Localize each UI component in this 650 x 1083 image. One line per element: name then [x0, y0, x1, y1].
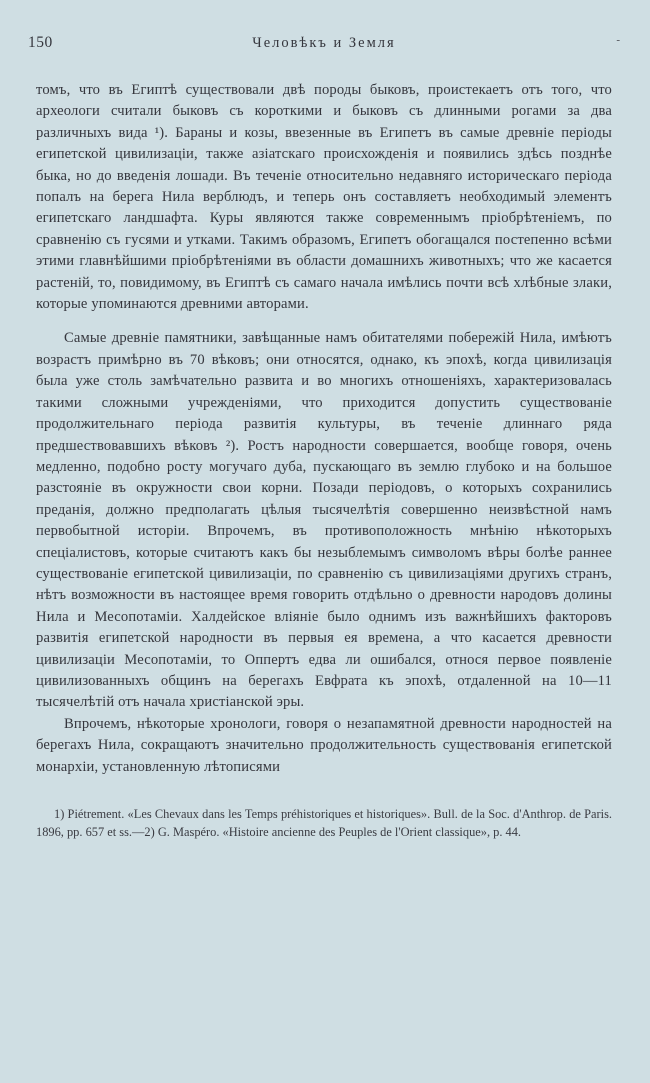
running-title: Человѣкъ и Земля	[252, 35, 396, 51]
page-number: 150	[28, 34, 53, 51]
paragraph: Впрочемъ, нѣкоторые хронологи, говоря о незапамятной древности народностей на берегахъ Нила, сокращаютъ значительно продолжительность существованія египетской монархіи, установленную лѣтописями	[36, 715, 612, 775]
page-header	[28, 34, 620, 56]
footnote-block	[36, 806, 612, 841]
footnote-text: 1) Piétrement. «Les Chevaux dans les Temps préhistoriques et historiques». Bull. de la Soc. d'Anthrop. de Paris. 1896, pp. 657 et ss.—2) G. Maspéro. «Histoire ancienne des Peuples de l'Orient classique», p. 44.	[36, 807, 612, 839]
header-dash-ornament: -	[616, 34, 620, 46]
paragraph: Самые древніе памятники, завѣщанные намъ обитателями побережій Нила, имѣютъ возрастъ примѣрно въ 70 вѣковъ; они относятся, однако, къ эпохѣ, когда цивилизація была уже столь замѣчательно развита и во многихъ отношеніяхъ, характеризовалась такими сложными учрежденіями, что приходится допустить существованіе продолжительнаго періода развитія культуры, въ теченіе длиннаго ряда предшествовавшихъ вѣковъ ²). Ростъ народности совершается, вообще говоря, очень медленно, подобно росту могучаго дуба, пускающаго въ землю глубоко и на большое разстояніе въ окружности свои корни. Позади періодовъ, о которыхъ сохранились преданія, должно предполагать цѣлыя тысячелѣтія совершенно неизвѣстной намъ первобытной исторіи. Впрочемъ, въ противоположность мнѣнію нѣкоторыхъ спеціалистовъ, которые считаютъ какъ бы незыблемымъ символомъ вѣры болѣе раннее существованіе египетской цивилизаціи, по сравненію съ цивилизаціями другихъ странъ, нѣтъ возможности въ настоящее время говорить отдѣльно о древности народовъ долины Нила и Месопотаміи. Халдейское вліяніе было однимъ изъ важнѣйшихъ факторовъ развитія египетской народности въ первыя ея времена, а что касается древности цивилизаціи Месопотаміи, то Оппертъ едва ли ошибался, относя первое появленіе цивилизованныхъ общинъ на берегахъ Евфрата къ эпохѣ, отдаленной на 10—11 тысячелѣтій отъ начала христіанской эры.	[36, 330, 612, 711]
paragraph-continuation: томъ, что въ Египтѣ существовали двѣ породы быковъ, проистекаетъ отъ того, что археологи считали быковъ съ короткими и быковъ съ длинными рогами за два различныхъ вида ¹). Бараны и козы, ввезенные въ Египетъ въ самые древніе періоды египетской цивилизаціи, также азіатскаго происхожденія и появились здѣсь позднѣе быка, но до введенія лошади. Въ теченіе относительно недавняго историческаго періода попалъ на берега Нила верблюдъ, и теперь онъ составляетъ необходимый элементъ египетскаго ландшафта. Куры являются также современнымъ пріобрѣтеніемъ, по сравненію съ гусями и утками. Такимъ образомъ, Египетъ обогащался постепенно всѣми этими главнѣйшими пріобрѣтеніями въ области домашнихъ животныхъ; что же касается растеній, то, повидимому, въ Египтѣ съ самаго начала имѣлись почти всѣ хлѣбные злаки, которые упоминаются древними авторами.	[36, 82, 612, 313]
body-text	[36, 80, 612, 778]
